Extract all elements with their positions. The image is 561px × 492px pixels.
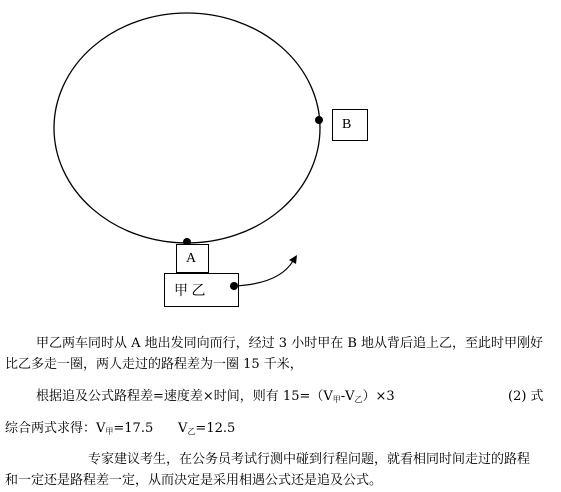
result-sub-yi: 乙 xyxy=(187,427,196,436)
formula-prefix: 根据追及公式路程差=速度差×时间，则有 15=（V xyxy=(36,389,333,404)
result-line xyxy=(0,418,561,443)
paragraph-line-1 xyxy=(0,333,561,355)
result-value-2: =12.5 xyxy=(195,421,236,436)
formula-suffix: ）×3 xyxy=(362,389,395,404)
circular-track xyxy=(54,13,320,243)
paragraph-text-1: 甲乙两车同时从 A 地出发同向而行，经过 3 小时甲在 B 地从背后追上乙，至此时甲刚好 xyxy=(36,336,544,351)
point-b-dot xyxy=(315,116,323,124)
advice-line-2 xyxy=(0,470,561,492)
result-value-1: =17.5 V xyxy=(113,421,188,436)
result-sub-jia: 甲 xyxy=(105,427,114,436)
point-a-text: A xyxy=(186,250,197,266)
direction-arrowhead xyxy=(289,255,297,264)
formula-sub-yi: 乙 xyxy=(354,395,363,404)
result-prefix: 综合两式求得：V xyxy=(5,421,106,436)
formula-sub-jia: 甲 xyxy=(332,395,341,404)
point-b-text: B xyxy=(342,117,352,132)
point-b-label xyxy=(332,109,368,141)
formula-mid: -V xyxy=(340,389,355,404)
formula-tag: (2) 式 xyxy=(508,389,544,404)
paragraph-text-2: 比乙多走一圈，两人走过的路程差为一圈 15 千米， xyxy=(5,357,303,372)
advice-text-2: 和一定还是路程差一定，从而决定是采用相遇公式还是追及公式。 xyxy=(5,473,383,488)
point-a-label xyxy=(176,244,209,273)
formula-tag-line xyxy=(508,386,561,408)
direction-arrow xyxy=(234,261,293,286)
cars-label xyxy=(164,273,239,307)
formula-line xyxy=(0,386,561,411)
advice-text-1: 专家建议考生，在公务员考试行测中碰到行程问题，就看相同时间走过的路程 xyxy=(88,452,531,467)
cars-text: 甲 乙 xyxy=(174,284,206,299)
paragraph-line-2 xyxy=(0,354,561,376)
advice-line-1 xyxy=(0,449,561,471)
